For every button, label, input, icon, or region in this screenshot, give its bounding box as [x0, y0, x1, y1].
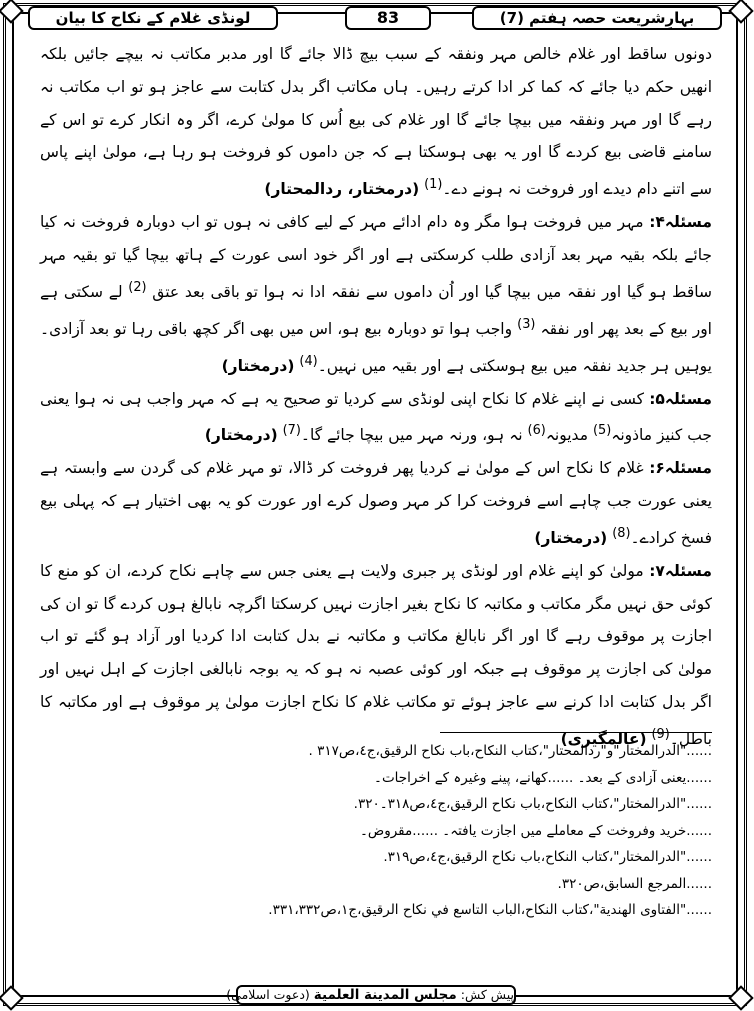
footnote-marker: (3) — [517, 316, 536, 332]
footnote-marker: (2) — [128, 279, 147, 295]
footnote-7: ......"الدرالمختار"،کتاب النکاح،باب نکاح الرقیق،ج٤،ص٣١٩. — [383, 849, 712, 865]
masala-label: مسئلہ۷: — [649, 561, 712, 580]
footnote-2-3: ......یعنی آزادی کے بعد۔ ......کھانے، پینے وغیرہ کے اخراجات۔ — [374, 769, 712, 786]
reference: (درمختار) — [221, 356, 295, 375]
footnote-marker: (7) — [282, 423, 301, 439]
footnotes — [40, 738, 712, 924]
masala-label: مسئلہ۴: — [649, 213, 712, 232]
page-footer — [0, 985, 752, 1007]
footnote-marker: (8) — [612, 525, 631, 541]
reference: (عالمگیری) — [560, 730, 647, 749]
page-header — [20, 6, 732, 32]
footnote-1: ......"الدرالمختار"و"ردالمحتار"،کتاب النکاح،باب نکاح الرقیق،ج٤،ص٣١٧ . — [308, 743, 712, 759]
footnote-5-6: ......خرید وفروخت کے معاملے میں اجازت یافتہ۔ ......مقروض۔ — [359, 822, 712, 839]
masala-5: مسئلہ۵: کسی نے اپنے غلام کا نکاح اپنی لونڈی سے کردیا تو صحیح یہ ہے کہ مہر واجب ہی نہ ہوا یعنی جب کنیز ماذونہ$^{(5)}$ مدیونہ$^{(6)}$ نہ ہو، ورنہ مہر میں بیچا جائے گا۔$^{(7)}$ (درمختار) — [40, 389, 712, 445]
footnote-marker: (9) — [651, 726, 670, 742]
reference: (درمختار) — [204, 426, 278, 445]
footnote-8: ......المرجع السابق،ص٣٢٠. — [557, 875, 712, 892]
masala-label: مسئلہ۶: — [649, 459, 712, 478]
publisher-name: مجلس المدینة العلمیة — [313, 987, 457, 1003]
footnote-4: ......"الدرالمختار"،کتاب النکاح،باب نکاح الرقیق،ج٤،ص٣١٨۔٣٢٠. — [353, 796, 712, 812]
masala-6: مسئلہ۶: غلام کا نکاح اس کے مولیٰ نے کردیا پھر فروخت کر ڈالا، تو مہر غلام کی گردن سے وابستہ ہے یعنی عورت جب چاہے اسے فروخت کرا کر مہر وصول کرے اور عورت کو یہ بھی اختیار ہے کہ پہلی بیع فسخ کرادے۔$^{(8)}$ (درمختار) — [40, 459, 712, 548]
footnote-9: ......"الفتاوی الهندية"،کتاب النکاح،الباب التاسع في نکاح الرقیق،ج١،ص٣٣١،٣٣٢. — [268, 902, 712, 918]
footnote-divider — [440, 732, 712, 733]
organization-name: (دعوت اسلامی) — [226, 987, 310, 1002]
footer-publisher: پیش کش: مجلس المدینة العلمیة (دعوت اسلامی) — [226, 987, 514, 1003]
footnote-marker: (6) — [527, 423, 546, 439]
masala-label: مسئلہ۵: — [649, 389, 712, 408]
chapter-title: لونڈی غلام کے نکاح کا بیان — [28, 6, 278, 30]
footnote-marker: (1) — [424, 177, 443, 193]
masala-4: مسئلہ۴: مہر میں فروخت ہوا مگر وہ دام ادائے مہر کے لیے کافی نہ ہوں تو اب دوبارہ فروخت نہ کیا جائے بلکہ بقیہ مہر بعد آزادی طلب کرسکتی ہے اور اگر خود اسی عورت کے ہاتھ بیچا گیا تو بقیہ مہر ساقط ہو گیا اور نفقہ میں بیچا گیا اور اُن داموں سے نفقہ ادا نہ ہوا تو باقی بعد عتق $^{(2)}$ لے سکتی ہے اور بیع کے بعد پھر اور نفقہ $^{(3)}$ واجب ہوا تو دوبارہ بیع ہو، اس میں بھی اگر کچھ باقی رہا تو بعد آزادی۔ یوہیں ہر جدید نفقہ میں بیع ہوسکتی ہے اور بقیہ میں نہیں۔$^{(4)}$ (درمختار) — [40, 213, 712, 375]
page-number: 83 — [345, 6, 431, 30]
main-text — [40, 38, 712, 756]
paragraph-continuation: دونوں ساقط اور غلام خالص مہر ونفقہ کے سبب بیچ ڈالا جائے گا اور مدبر مکاتب نہ بیچے جائیں بلکہ انھیں حکم دیا جائے کہ کما کر ادا کرتے رہیں۔ ہاں مکاتب اگر بدل کتابت سے عاجز ہو تو اب مکاتب نہ رہے گا اور مہر ونفقہ میں بیچا جائے گا اور غلام کی بیع اُس کا مولیٰ کرے، اگر وہ انکار کرے تو اس کے سامنے قاضی بیع کردے گا اور یہ بھی ہوسکتا ہے کہ جن داموں کو فروخت ہو رہا ہے، مولیٰ اپنے پاس سے اتنے دام دیدے اور فروخت نہ ہونے دے۔$^{(1)}$ (درمختار، ردالمحتار) — [40, 45, 712, 199]
footnote-marker: (5) — [592, 423, 612, 439]
reference: (درمختار) — [534, 529, 608, 548]
masala-7: مسئلہ۷: مولیٰ کو اپنے غلام اور لونڈی پر جبری ولایت ہے یعنی جس سے چاہے نکاح کردے، ان کو منع کا کوئی حق نہیں مگر مکاتب و مکاتبہ کا نکاح بغیر اجازت نہیں کرسکتا اگرچہ نابالغ ہوں کردے گا تو ان کی اجازت پر موقوف رہے گا اور اگر نابالغ مکاتب و مکاتبہ نے بدل کتابت ادا کردیا اور آزاد ہو گئے تو اب مولیٰ کی اجازت پر موقوف ہے جبکہ اور کوئی عصبہ نہ ہو کہ یہ بوجہ نابالغی اجازت کے اہل نہیں اور اگر بدل کتابت ادا کرنے سے عاجز ہوئے تو مکاتب غلام کا نکاح اجازت مولیٰ پر موقوف ہے اور مکاتبہ کا باطل۔$^{(9)}$ (عالمگیری) — [40, 561, 712, 749]
footnote-marker: (4) — [299, 353, 318, 369]
reference: (درمختار، ردالمحتار) — [264, 180, 420, 199]
book-title: بہارِشریعت حصہ ہفتم (7) — [472, 6, 722, 30]
